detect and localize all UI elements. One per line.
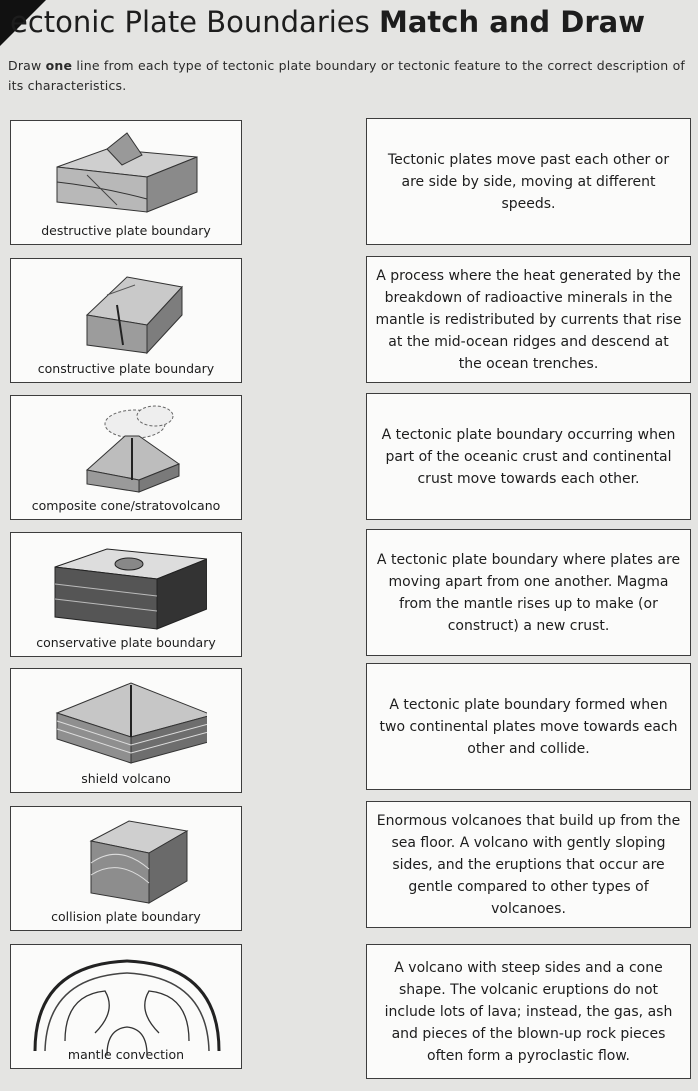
title-bold: Match and Draw <box>378 5 646 39</box>
right-card-3[interactable] <box>366 393 691 520</box>
left-card-label: mantle convection <box>67 1047 185 1062</box>
description-text: A tectonic plate boundary where plates are moving apart from one another. Magma from the mantle rises up to make (or construct) a new crust. <box>376 551 681 634</box>
constructive-boundary-diagram <box>47 265 207 360</box>
title-light: ectonic Plate Boundaries <box>10 5 370 39</box>
left-card-stratovolcano[interactable] <box>10 395 242 520</box>
conservative-boundary-diagram <box>47 539 207 634</box>
destructive-boundary-diagram <box>47 127 207 222</box>
instruction-pre: Draw <box>8 58 46 73</box>
right-card-1[interactable] <box>366 118 691 245</box>
left-card-label: conservative plate boundary <box>36 635 216 650</box>
right-card-6[interactable] <box>366 801 691 928</box>
description-text: A volcano with steep sides and a cone shape. The volcanic eruptions do not include lots of lava; instead, the gas, ash and pieces of the blown-up rock pieces often form a pyroclastic flow. <box>384 959 673 1064</box>
left-card-label: collision plate boundary <box>51 909 201 924</box>
stratovolcano-diagram <box>47 402 207 497</box>
description-text: A tectonic plate boundary occurring when part of the oceanic crust and continental crust move towards each other. <box>381 426 676 487</box>
collision-boundary-diagram <box>47 813 207 908</box>
left-card-mantle-convection[interactable] <box>10 944 242 1069</box>
right-card-4[interactable] <box>366 529 691 656</box>
page-title <box>10 2 698 42</box>
left-card-label: destructive plate boundary <box>41 223 211 238</box>
left-card-shield[interactable] <box>10 668 242 793</box>
left-card-destructive[interactable] <box>10 120 242 245</box>
description-text: A process where the heat generated by the breakdown of radioactive minerals in the mantle is redistributed by currents that rise at the mid-ocean ridges and descend at the ocean trenches. <box>375 267 682 372</box>
left-card-label: composite cone/stratovolcano <box>31 498 221 513</box>
description-text: Enormous volcanoes that build up from the sea floor. A volcano with gently sloping sides, and the eruptions that occur are gentle compared to other types of volcanoes. <box>376 812 681 917</box>
mantle-convection-diagram <box>25 951 230 1059</box>
instruction-bold: one <box>45 58 73 73</box>
left-card-constructive[interactable] <box>10 258 242 383</box>
description-text: Tectonic plates move past each other or are side by side, moving at different speeds. <box>387 151 670 212</box>
instruction-post: line from each type of tectonic plate boundary or tectonic feature to the correct description of its characteristics. <box>8 58 686 93</box>
description-text: A tectonic plate boundary formed when two continental plates move towards each other and collide. <box>379 696 678 757</box>
right-card-2[interactable] <box>366 256 691 383</box>
right-card-5[interactable] <box>366 663 691 790</box>
shield-volcano-diagram <box>47 675 207 770</box>
left-card-collision[interactable] <box>10 806 242 931</box>
left-card-conservative[interactable] <box>10 532 242 657</box>
right-card-7[interactable] <box>366 944 691 1079</box>
instructions <box>8 56 688 96</box>
left-card-label: shield volcano <box>81 771 171 786</box>
left-card-label: constructive plate boundary <box>37 361 215 376</box>
